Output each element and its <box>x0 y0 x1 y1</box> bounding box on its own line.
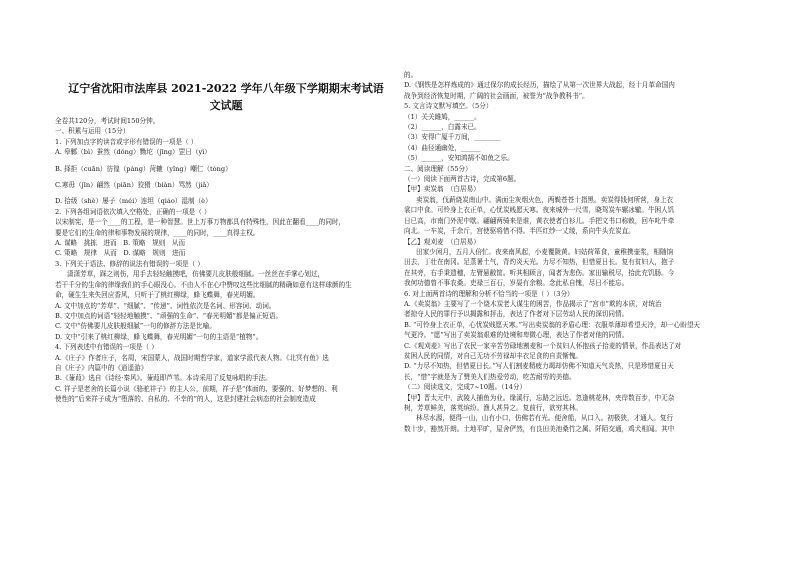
poem-title: 【甲】卖炭翁 （白居易） <box>404 185 480 194</box>
option-line: C.寒毋（jīn）翩然（piān）狡猾（biàn）骂然（jiǎ） <box>55 181 213 190</box>
passage-line: 潇潇芳草，踩之则伤，用手去轻轻触摸吧，仿佛要儿皮肤般细腻。一丝丝在手掌心划过， <box>67 270 325 279</box>
fill-blank-line: （5）______，安知鸿鹄不如鱼之乐。 <box>404 154 514 163</box>
poem-line: 日已高，市南门外泥中歇。翩翩两骑来是谁，黄衣使者白衫儿。手把文书口称敕，回车叱牛牵 <box>404 216 675 225</box>
question-line: 3. 下列关于语法、修辞的说法有错误的一项是（ ） <box>55 259 204 268</box>
passage-line: 若干千分的生命的律缘我们的手心眼没心。不由人不在心中赞叹这些比细腻的精确如意有这样球颜的生 <box>55 280 352 289</box>
option-line: 自《庄子》内篇中的《逍遥游》 <box>55 363 148 372</box>
option-line: C. 文中“仿佛要儿皮肤般细腻”一句的修辞方法是比喻。 <box>55 322 216 331</box>
option-line: B. 文中加点的词语“轻轻地触摸”、“顽强的生命”、“春光明媚”都是偏正短语。 <box>55 311 283 320</box>
option-line: D.《钢铁是怎样炼成的》通过保尔的成长经历，描绘了从第一次世界大战起，经十月革命国内 <box>404 81 675 90</box>
poem-line: 在其旁，右手秉遗穗，左臂悬敝筐。听其相顾言，闻者为悲伤。家田输税尽，拾此充饥肠。今 <box>404 268 675 277</box>
subsection-heading: （一）阅读下面两首古诗，完成第6题。 <box>404 175 521 184</box>
exam-title-line-2: 文试题 <box>209 99 243 112</box>
option-line: A.《卖炭翁》主要写了一个烧木炭老人谋生的困苦，作品揭示了“宫市”欺的本质，对统治 <box>404 299 662 308</box>
option-line: 者掠夺人民的罪行予以揭露和抨击，表达了作者对下层劳动人民的深切同情。 <box>404 310 629 319</box>
option-line: 贫困人民的同情，对自己无功不劳禄却丰衣足食的自责惭愧。 <box>404 351 583 360</box>
fill-blank-line: （1）关关雎鸠，______。 <box>404 112 481 121</box>
exam-title-line-1: 辽宁省沈阳市法库县 2021-2022 学年八年级下学期期末考试语 <box>68 82 384 95</box>
passage-line: 树，芳草鲜美，落英缤纷。渔人甚异之。复前行，欲穷其林。 <box>404 404 583 412</box>
text-line: 的。 <box>404 71 418 79</box>
option-line: A. 皋鄹（bì）蚕然（dǒng）黝坨（jīng）罡日（yì） <box>55 148 211 157</box>
subsection-heading: （二）阅读选文，完成7~10题。（14分） <box>404 383 527 392</box>
text-line: 全卷共120分，考试时间150分钟。 <box>55 117 160 125</box>
passage-line: 命，硬生生来失回应香风，只听于了桃红柳绿，蜂飞蝶舞，春光明媚。 <box>55 291 260 300</box>
poem-line: 田家少闲月，五月人倍忙。夜来南风起，小麦覆陇黄。妇姑荷箪食，童稚携壶浆，相随饷 <box>416 247 674 256</box>
option-line: A. 谋略 挑拣 进而 B. 策略 规则 从而 <box>55 239 186 248</box>
poem-line: 卖炭翁，伐薪烧炭南山中。满面尘灰烟火色，两鬓苍苍十指黑。卖炭得钱何所营，身上衣 <box>416 195 674 204</box>
option-line: 使性的”后来祥子成为“堕落的、自私的、不幸的”的人，这是封建社会病态的社会制度造成 <box>55 395 316 404</box>
poem-line: 田去，丁壮在南冈。足蒸暑土气，背灼炎天光。力尽不知热，但惜夏日长。复有贫妇人，抱子 <box>404 258 675 267</box>
option-line: C.《观刈麦》写出了农民一家辛苦劳碌地割麦和一个贫妇人怀抱孩子拾麦的情景，作品表达了对 <box>404 341 682 350</box>
fill-blank-line: （3）安得广厦千万间，________ <box>404 133 501 142</box>
poem-line: 我何功德曾不事农桑。吏禄三百石，岁晏有余粮。念此私自愧，尽日不能忘。 <box>404 279 629 288</box>
question-line: 4. 下列表述中有错误的一项是（ ） <box>55 343 158 352</box>
section-heading: 二、阅读理解（55分） <box>404 164 472 173</box>
right-column <box>404 70 746 434</box>
exam-title <box>55 80 397 114</box>
passage-line: 林尽水源，便得一山，山有小口，仿佛若有光。便舍船，从口入。初极狭，才通人。复行 <box>416 414 674 423</box>
left-column <box>55 70 397 405</box>
option-line: A.《庄子》作者庄子，名周，宋国蒙人，战国时期哲学家，道家学派代表人物。《北冥有鱼》选 <box>55 353 329 362</box>
option-line: C. 祥子是老舍的长篇小说《骆驼祥子》的主人公，前期，祥子是“体面的、要强的、好梦想的、利 <box>55 384 338 393</box>
poem-line: 裳口中食。可怜身上衣正单，心忧炭贱愿天寒。夜来城外一尺雪，晓驾炭车辗冰辙。牛困人饥 <box>404 206 675 215</box>
option-line: B. “可怜身上衣正单，心忧炭贱愿天寒。”写出卖炭翁的矛盾心理：衣服单薄却希望天冷，却一心盼望天 <box>404 320 701 329</box>
option-line: D. 拾级（shè）屡子（méi）连坦（qiáo）湿制（è） <box>55 197 212 206</box>
poem-title: 【乙】观刈麦 （白居易） <box>404 237 480 246</box>
option-line: 长，“惜”字就是为了赞美人们热爱劳动，吃苦耐劳的美德。 <box>404 372 576 381</box>
option-line: 战争到经济恢复时期，广阔的社会画面，被誉为“战争教科书”。 <box>404 91 589 100</box>
text-line: 要是它们的生命的律和事物发展的规律，____的同时，____真得主权。 <box>55 228 260 237</box>
poem-line: 向北。一车炭，千余斤，宫使驱将惜不得。半匹红纱一丈绫，系向牛头充炭直。 <box>404 227 635 236</box>
fill-blank-line: （4）曲径通幽处，______ <box>404 143 481 152</box>
question-line: 6. 对上面两首诗的理解和分析不恰当的一项是（ ）（3分） <box>404 289 574 298</box>
text-line: 以宋制宪，是一个____的工程，是一种智慧。世上万事万物都具有特殊性，因此在翻看____的同时， <box>55 218 346 227</box>
question-line: 1. 下列加点字的读音或字形有错误的一项是（ ） <box>55 137 198 146</box>
option-line: C. 策略 规律 从而 D. 谋略 规则 进而 <box>55 249 186 258</box>
option-line: B.《蒹葭》选自《诗经·秦风》。蒹葭即芦苇。本诗采用了反复咏唱的手法。 <box>55 374 272 383</box>
section-heading: 一、积累与运用（15分） <box>55 127 130 136</box>
option-line: A. 文中加点的“芳草”、“细腻”、“传递”、词性依次是名词、形容词、动词。 <box>55 301 276 310</box>
question-line: 2. 下列各组词语依次填入空格处，正确的一项是（ ） <box>55 207 211 216</box>
passage-line: 数十步，豁然开朗。土地平旷，屋舍俨然，有良田美池桑竹之属。阡陌交通，鸡犬相闻。其中 <box>404 424 675 433</box>
fill-blank-line: （2）______，白露未已。 <box>404 123 481 132</box>
option-line: B. 择拒（cuān）彷徨（páng）菏辘（yǐng）嘲仁（tóng） <box>55 164 232 173</box>
passage-line: 【甲】晋太元中，武陵人捕鱼为业。缘溪行，忘路之远近。忽逢桃花林，夹岸数百步，中无杂 <box>404 393 675 402</box>
option-line: D. 文中“引来了桃红柳绿，蜂飞蝶舞，春光明媚”一句的主语是“植物”。 <box>55 332 263 341</box>
question-line: 5. 文言诗文默写填空。（5分） <box>404 102 493 111</box>
option-line: 气更冷。“愿”写出了卖炭翁艰难的处境和卑微心理，表达了作者对他的同情。 <box>404 331 629 340</box>
option-line: D. “力尽不知热，但惜夏日长。”写人们割麦精疲力竭却仿佛不知道天气炎热，只是珍惜夏日天 <box>404 362 674 371</box>
